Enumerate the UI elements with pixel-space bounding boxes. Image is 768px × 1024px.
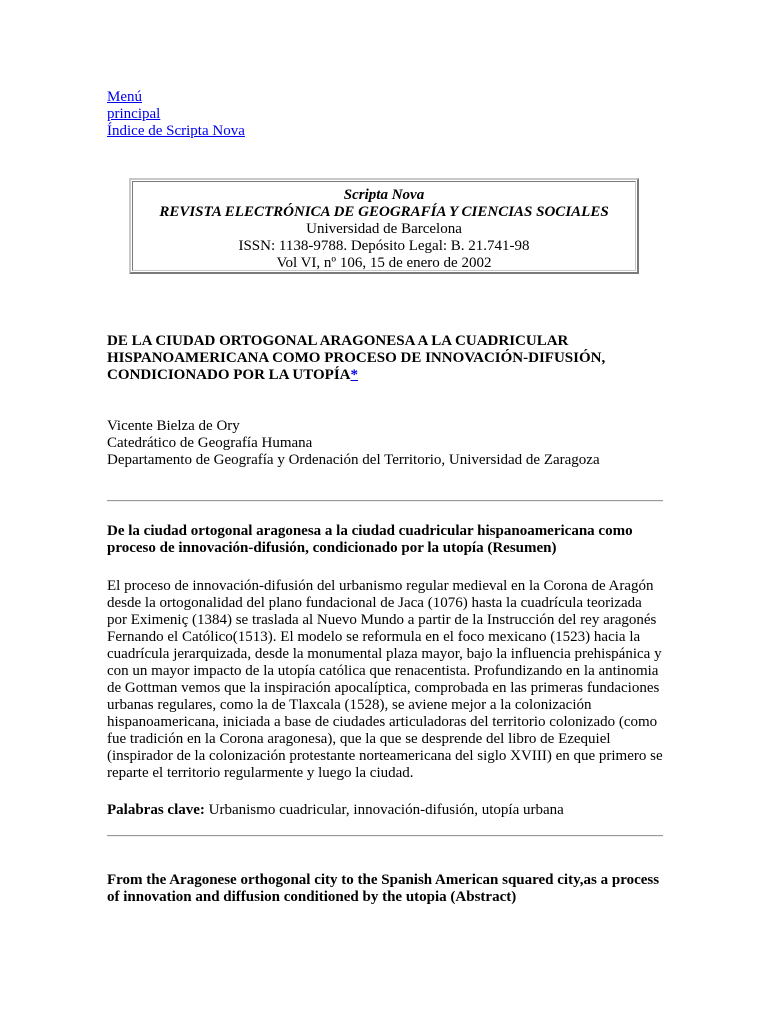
journal-header-box bbox=[129, 178, 639, 274]
article-title bbox=[107, 333, 663, 384]
journal-subtitle: REVISTA ELECTRÓNICA DE GEOGRAFÍA Y CIENCIAS SOCIALES bbox=[159, 204, 609, 220]
journal-header-inner bbox=[132, 181, 636, 271]
author-block bbox=[107, 418, 663, 469]
keywords-paragraph bbox=[107, 802, 663, 819]
top-navigation bbox=[107, 89, 245, 140]
keywords-text: Urbanismo cuadricular, innovación-difusión, utopía urbana bbox=[204, 802, 564, 818]
journal-volume: Vol VI, nº 106, 15 de enero de 2002 bbox=[276, 255, 492, 271]
author-name: Vicente Bielza de Ory bbox=[107, 418, 240, 434]
menu-link[interactable]: Menú bbox=[107, 89, 142, 105]
resumen-body: El proceso de innovación-difusión del urbanismo regular medieval en la Corona de Aragón desde la ortogonalidad del plano fundacional de Jaca (1076) hasta la cuadrícula teorizada por Eximeniç (1384) se traslada al Nuevo Mundo a partir de la Instrucción del rey aragonés Fernando el Católico(1513). El modelo se reformula en el foco mexicano (1523) hacia la cuadrícula jerarquizada, desde la monumental plaza mayor, bajo la influencia prehispánica y con un mayor impacto de la utopía católica que renacentista. Profundizando en la antinomia de Gottman vemos que la inspiración apocalíptica, comprobada en las primeras fundaciones urbanas regulares, como la de Tlaxcala (1528), se aviene mejor a la colonización hispanoamericana, iniciada a base de ciudades articuladoras del territorio colonizado (como fue tradición en la Corona aragonesa), que la que se desprende del libro de Ezequiel (inspirador de la colonización protestante norteamericana del siglo XVIII) en que primero se reparte el territorio regularmente y luego la ciudad. bbox=[107, 578, 663, 781]
journal-name: Scripta Nova bbox=[343, 187, 425, 203]
journal-university: Universidad de Barcelona bbox=[306, 221, 462, 237]
author-department: Departamento de Geografía y Ordenación del Territorio, Universidad de Zaragoza bbox=[107, 452, 600, 468]
keywords-label: Palabras clave: bbox=[107, 802, 205, 818]
article-title-text: DE LA CIUDAD ORTOGONAL ARAGONESA A LA CUADRICULAR HISPANOAMERICANA COMO PROCESO DE INNOVACIÓN-DIFUSIÓN, CONDICIONADO POR LA UTOPÍA bbox=[107, 333, 606, 383]
abstract-heading: From the Aragonese orthogonal city to the Spanish American squared city,as a process of innovation and diffusion conditioned by the utopia (Abstract) bbox=[107, 872, 660, 905]
horizontal-divider bbox=[107, 500, 663, 502]
journal-issn: ISSN: 1138-9788. Depósito Legal: B. 21.741-98 bbox=[238, 238, 530, 254]
horizontal-divider-2 bbox=[107, 835, 663, 837]
index-link[interactable]: Índice de Scripta Nova bbox=[107, 123, 245, 139]
principal-link[interactable]: principal bbox=[107, 106, 161, 122]
author-position: Catedrático de Geografía Humana bbox=[107, 435, 313, 451]
resumen-heading: De la ciudad ortogonal aragonesa a la ciudad cuadricular hispanoamericana como proceso de innovación-difusión, condicionado por la utopía (Resumen) bbox=[107, 523, 633, 556]
footnote-link[interactable]: * bbox=[350, 367, 358, 383]
